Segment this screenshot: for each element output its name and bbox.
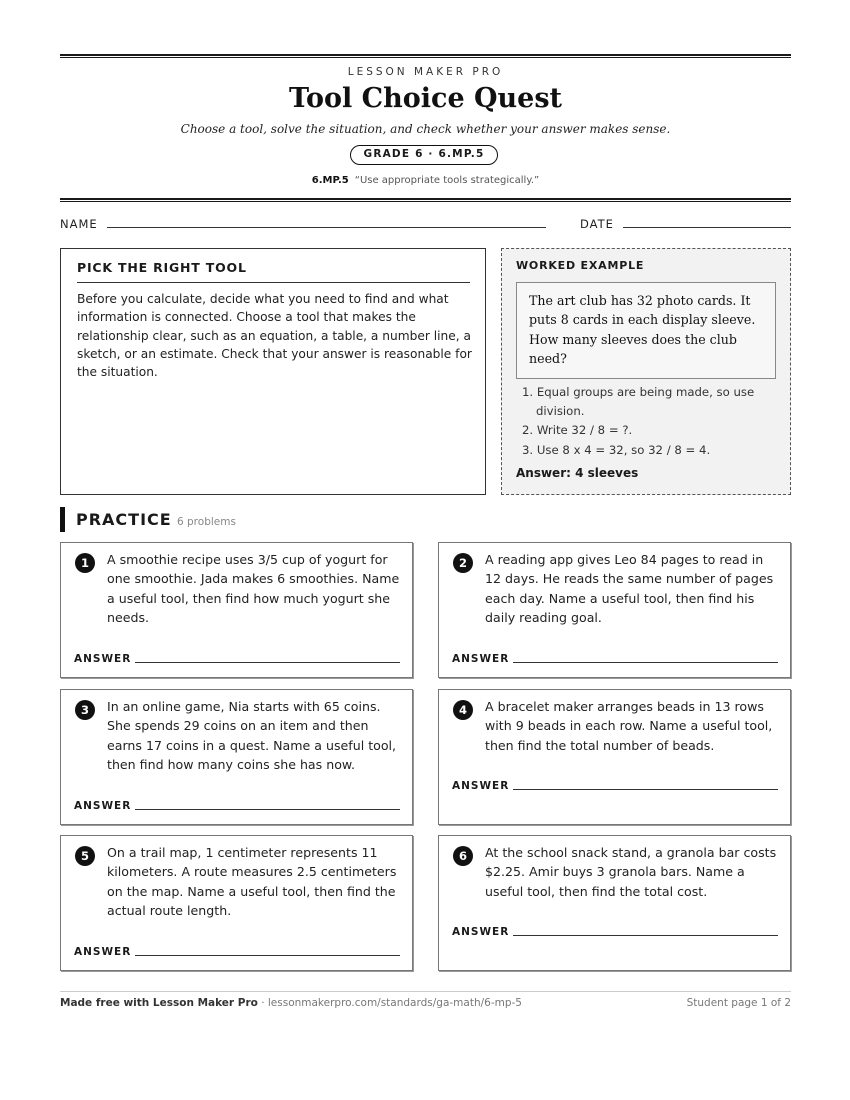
answer-field[interactable]: [513, 662, 778, 663]
worked-example-step: 1. Equal groups are being made, so use division.: [522, 385, 755, 418]
worked-example-step: 2. Write 32 / 8 = ?.: [522, 423, 633, 438]
problem-text: A smoothie recipe uses 3/5 cup of yogurt for one smoothie. Jada makes 6 smoothies. Name a useful tool, then find how much yogurt she needs.: [107, 552, 400, 626]
footer-rule: [60, 991, 791, 992]
answer-field[interactable]: [513, 935, 778, 936]
worked-example-heading: WORKED EXAMPLE: [516, 259, 645, 272]
answer-label: ANSWER: [74, 653, 132, 665]
answer-label: ANSWER: [452, 926, 510, 938]
pick-tool-heading: PICK THE RIGHT TOOL: [77, 260, 470, 283]
brand-name: LESSON MAKER PRO: [347, 66, 504, 78]
name-field[interactable]: [107, 227, 546, 228]
problem-number-badge: 4: [453, 700, 473, 720]
problem-card: [60, 835, 413, 971]
grade-badge: GRADE 6 · 6.MP.5: [350, 145, 498, 165]
footer-credit: [60, 997, 522, 1009]
problem-number-badge: 1: [75, 553, 95, 573]
problem-card: [60, 542, 413, 678]
answer-label: ANSWER: [74, 800, 132, 812]
problem-card: [438, 835, 791, 971]
date-label: DATE: [580, 217, 614, 231]
page-subtitle: Choose a tool, solve the situation, and check whether your answer makes sense.: [180, 122, 671, 136]
pick-tool-panel: [60, 248, 486, 495]
header-bottom-rule: [60, 198, 791, 202]
worked-example-steps: [522, 383, 784, 460]
problem-number-badge: 3: [75, 700, 95, 720]
practice-count: 6 problems: [177, 516, 236, 528]
answer-field[interactable]: [135, 662, 400, 663]
footer-made-with: Made free with Lesson Maker Pro: [60, 997, 258, 1009]
answer-label: ANSWER: [452, 653, 510, 665]
standard-code: 6.MP.5: [311, 175, 349, 186]
page-title: Tool Choice Quest: [288, 83, 563, 114]
pick-tool-body: Before you calculate, decide what you need to find and what information is connected. Choose a tool that makes the relationship clear, such as an equation, a table, a number line, a sketch, or an estimate. Check that your answer is reasonable for the situation.: [77, 292, 472, 380]
problem-text: A reading app gives Leo 84 pages to read in 12 days. He reads the same number of pages each day. Name a useful tool, then find his daily reading goal.: [485, 552, 774, 626]
problem-card: [438, 542, 791, 678]
practice-title: PRACTICE: [76, 510, 172, 529]
worked-example-problem: The art club has 32 photo cards. It puts 8 cards in each display sleeve. How many sleeves does the club need?: [516, 282, 776, 379]
problem-number-badge: 5: [75, 846, 95, 866]
problem-text: In an online game, Nia starts with 65 coins. She spends 29 coins on an item and then earns 17 coins in a quest. Name a useful tool, then find how many coins she has now.: [107, 699, 397, 773]
problem-text: A bracelet maker arranges beads in 13 rows with 9 beads in each row. Name a useful tool, then find the total number of beads.: [485, 699, 773, 753]
worksheet-page: [60, 0, 791, 1100]
name-label: NAME: [60, 217, 98, 231]
worked-example-answer: Answer: 4 sleeves: [516, 466, 639, 480]
answer-field[interactable]: [135, 809, 400, 810]
top-rule: [60, 54, 791, 58]
standard-line: [60, 175, 791, 186]
problem-text: On a trail map, 1 centimeter represents 11 kilometers. A route measures 2.5 centimeters on the map. Name a useful tool, then find the actual route length.: [107, 845, 397, 919]
date-field[interactable]: [623, 227, 791, 228]
problem-number-badge: 6: [453, 846, 473, 866]
worked-example-panel: [501, 248, 791, 495]
answer-label: ANSWER: [452, 780, 510, 792]
answer-field[interactable]: [513, 789, 778, 790]
problem-card: [438, 689, 791, 825]
problem-number-badge: 2: [453, 553, 473, 573]
footer-page-number: Student page 1 of 2: [686, 997, 791, 1009]
footer-url[interactable]: · lessonmakerpro.com/standards/ga-math/6-mp-5: [257, 997, 522, 1009]
practice-accent-bar: [60, 507, 65, 532]
problem-text: At the school snack stand, a granola bar costs $2.25. Amir buys 3 granola bars. Name a useful tool, then find the total cost.: [485, 845, 777, 899]
standard-text: “Use appropriate tools strategically.”: [354, 175, 540, 186]
answer-field[interactable]: [135, 955, 400, 956]
answer-label: ANSWER: [74, 946, 132, 958]
problem-card: [60, 689, 413, 825]
worked-example-step: 3. Use 8 x 4 = 32, so 32 / 8 = 4.: [522, 442, 711, 457]
